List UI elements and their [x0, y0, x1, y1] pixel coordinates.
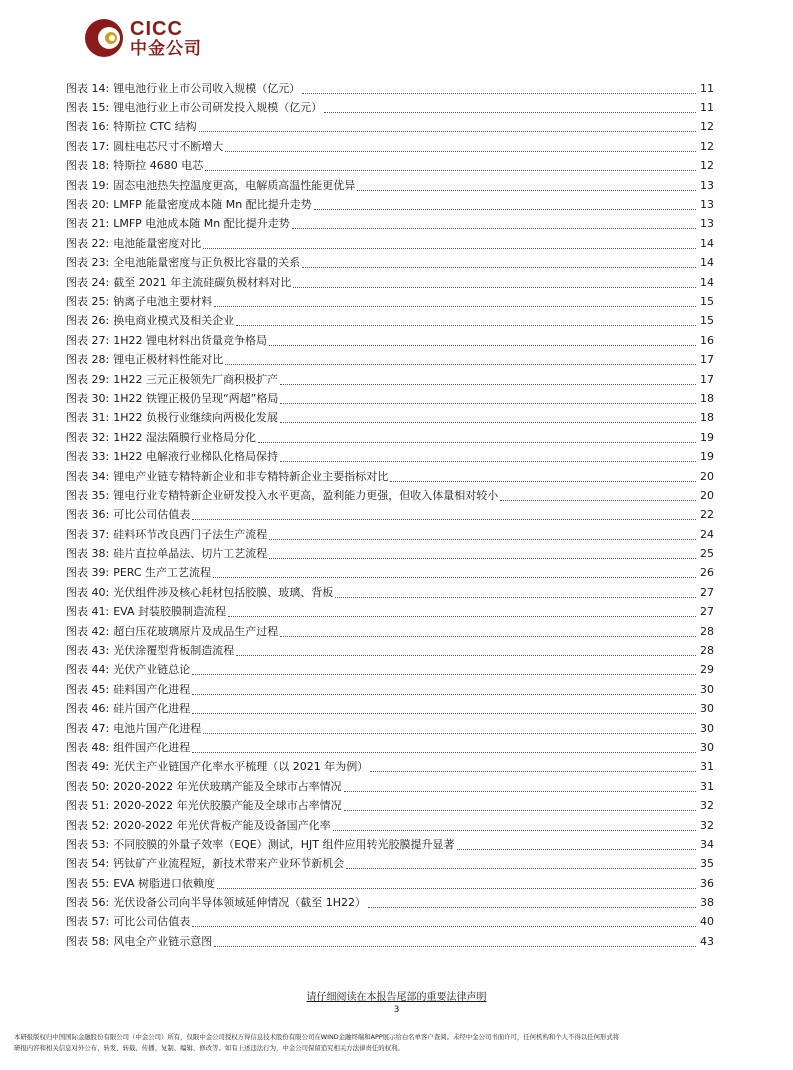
toc-entry-page: 29 — [700, 663, 714, 677]
logo-text-cn: 中金公司 — [130, 39, 202, 59]
toc-entry[interactable] — [66, 467, 714, 486]
toc-entry[interactable] — [66, 758, 714, 777]
toc-entry[interactable] — [66, 312, 714, 331]
toc-entry-label: 图表 29: — [66, 372, 110, 386]
toc-entry-page: 19 — [700, 430, 714, 444]
toc-entry-page: 13 — [700, 198, 714, 212]
toc-entry-label: 图表 31: — [66, 411, 110, 425]
toc-entry-title: 2020-2022 年光伏胶膜产能及全球市占率情况 — [113, 799, 342, 813]
toc-entry-page: 30 — [700, 740, 714, 754]
toc-entry[interactable] — [66, 564, 714, 583]
toc-entry-page: 13 — [700, 178, 714, 192]
toc-entry-label: 图表 41: — [66, 605, 110, 619]
toc-entry-page: 32 — [700, 818, 714, 832]
toc-entry-label: 图表 18: — [66, 159, 110, 173]
toc-entry[interactable] — [66, 370, 714, 389]
toc-entry-label: 图表 36: — [66, 508, 110, 522]
toc-entry-page: 28 — [700, 624, 714, 638]
toc-entry[interactable] — [66, 195, 714, 214]
toc-entry-title: 可比公司估值表 — [113, 915, 191, 929]
toc-entry[interactable] — [66, 350, 714, 369]
toc-entry-label: 图表 24: — [66, 275, 110, 289]
dot-leader — [192, 685, 696, 695]
dot-leader — [344, 782, 696, 792]
toc-entry[interactable] — [66, 137, 714, 156]
dot-leader — [203, 239, 696, 249]
toc-entry-title: 风电全产业链示意图 — [113, 934, 213, 948]
toc-entry-title: 硅片直拉单晶法、切片工艺流程 — [113, 547, 268, 561]
toc-entry[interactable] — [66, 816, 714, 835]
toc-entry-label: 图表 51: — [66, 799, 110, 813]
dot-leader — [213, 568, 696, 578]
toc-entry-label: 图表 37: — [66, 527, 110, 541]
dot-leader — [370, 762, 696, 772]
toc-entry-page: 43 — [700, 934, 714, 948]
dot-leader — [203, 724, 696, 734]
toc-entry-page: 11 — [700, 81, 714, 95]
toc-entry-page: 17 — [700, 353, 714, 367]
toc-entry-page: 20 — [700, 488, 714, 502]
dot-leader — [457, 840, 697, 850]
toc-entry-title: LMFP 能量密度成本随 Mn 配比提升走势 — [113, 198, 312, 212]
dot-leader — [192, 665, 696, 675]
toc-entry-page: 12 — [700, 159, 714, 173]
dot-leader — [192, 704, 696, 714]
toc-entry-label: 图表 47: — [66, 721, 110, 735]
dot-leader — [293, 278, 696, 288]
dot-leader — [225, 142, 696, 152]
toc-entry[interactable] — [66, 79, 714, 98]
toc-entry-label: 图表 19: — [66, 178, 110, 192]
toc-entry-title: 换电商业模式及相关企业 — [113, 314, 235, 328]
toc-entry[interactable] — [66, 796, 714, 815]
toc-entry-page: 17 — [700, 372, 714, 386]
toc-entry-page: 26 — [700, 566, 714, 580]
toc-entry-title: 特斯拉 4680 电芯 — [113, 159, 204, 173]
toc-entry-title: PERC 生产工艺流程 — [113, 566, 212, 580]
toc-entry[interactable] — [66, 913, 714, 932]
toc-entry-label: 图表 39: — [66, 566, 110, 580]
toc-entry-title: 1H22 负极行业继续向两极化发展 — [113, 411, 278, 425]
toc-entry-label: 图表 40: — [66, 585, 110, 599]
toc-entry-title: 2020-2022 年光伏玻璃产能及全球市占率情况 — [113, 779, 342, 793]
toc-entry-page: 30 — [700, 721, 714, 735]
toc-entry-page: 24 — [700, 527, 714, 541]
toc-entry-label: 图表 22: — [66, 236, 110, 250]
toc-entry[interactable] — [66, 118, 714, 137]
dot-leader — [192, 917, 696, 927]
toc-entry-label: 图表 49: — [66, 760, 110, 774]
toc-entry-label: 图表 25: — [66, 294, 110, 308]
legal-notice: 请仔细阅读在本报告尾部的重要法律声明 — [306, 992, 487, 1003]
toc-entry-label: 图表 50: — [66, 779, 110, 793]
dot-leader — [217, 879, 696, 889]
toc-entry[interactable] — [66, 292, 714, 311]
toc-entry[interactable] — [66, 234, 714, 253]
dot-leader — [280, 627, 696, 637]
toc-entry[interactable] — [66, 544, 714, 563]
dot-leader — [333, 821, 696, 831]
dot-leader — [205, 161, 696, 171]
toc-entry-label: 图表 16: — [66, 120, 110, 134]
toc-entry[interactable] — [66, 157, 714, 176]
toc-entry-label: 图表 35: — [66, 488, 110, 502]
toc-entry[interactable] — [66, 932, 714, 951]
dot-leader — [214, 937, 696, 947]
dot-leader — [344, 801, 696, 811]
toc-entry[interactable] — [66, 680, 714, 699]
dot-leader — [390, 472, 696, 482]
toc-entry[interactable] — [66, 331, 714, 350]
dot-leader — [324, 103, 696, 113]
toc-entry-page: 19 — [700, 450, 714, 464]
toc-entry-page: 15 — [700, 294, 714, 308]
toc-entry-label: 图表 53: — [66, 837, 110, 851]
dot-leader — [258, 433, 696, 443]
toc-entry-page: 12 — [700, 139, 714, 153]
toc-entry-title: 1H22 湿法隔膜行业格局分化 — [113, 430, 256, 444]
toc-entry-title: 硅料国产化进程 — [113, 682, 191, 696]
toc-entry-label: 图表 56: — [66, 896, 110, 910]
toc-entry-title: 光伏涂覆型背板制造流程 — [113, 644, 235, 658]
toc-entry-page: 30 — [700, 682, 714, 696]
toc-entry[interactable] — [66, 777, 714, 796]
toc-entry-title: 锂电行业专精特新企业研发投入水平更高，盈利能力更强，但收入体量相对较小 — [113, 488, 499, 502]
toc-entry-label: 图表 27: — [66, 333, 110, 347]
dot-leader — [357, 181, 696, 191]
toc-entry-label: 图表 57: — [66, 915, 110, 929]
toc-entry[interactable] — [66, 874, 714, 893]
toc-entry-title: 光伏设备公司向半导体领域延伸情况（截至 1H22） — [113, 896, 366, 910]
dot-leader — [236, 646, 696, 656]
toc-entry-label: 图表 55: — [66, 876, 110, 890]
toc-entry-page: 34 — [700, 837, 714, 851]
toc-entry[interactable] — [66, 719, 714, 738]
toc-entry-page: 15 — [700, 314, 714, 328]
toc-entry[interactable] — [66, 583, 714, 602]
toc-entry-title: 硅料环节改良西门子法生产流程 — [113, 527, 268, 541]
toc-entry-label: 图表 46: — [66, 702, 110, 716]
toc-entry[interactable] — [66, 389, 714, 408]
toc-entry-page: 32 — [700, 799, 714, 813]
toc-entry[interactable] — [66, 738, 714, 757]
toc-entry-title: 锂电池行业上市公司研发投入规模（亿元） — [113, 101, 323, 115]
toc-entry-title: 锂电正极材料性能对比 — [113, 353, 224, 367]
dot-leader — [199, 122, 696, 132]
dot-leader — [280, 394, 696, 404]
dot-leader — [269, 549, 696, 559]
toc-entry-page: 18 — [700, 411, 714, 425]
toc-entry[interactable] — [66, 835, 714, 854]
toc-entry[interactable] — [66, 700, 714, 719]
toc-entry-label: 图表 52: — [66, 818, 110, 832]
table-of-figures — [66, 79, 714, 952]
dot-leader — [192, 743, 696, 753]
dot-leader — [192, 510, 696, 520]
dot-leader — [314, 200, 696, 210]
dot-leader — [280, 452, 696, 462]
dot-leader — [500, 491, 696, 501]
toc-entry[interactable] — [66, 98, 714, 117]
toc-entry-title: 圆柱电芯尺寸不断增大 — [113, 139, 224, 153]
toc-entry-page: 14 — [700, 275, 714, 289]
toc-entry-label: 图表 14: — [66, 81, 110, 95]
toc-entry[interactable] — [66, 855, 714, 874]
toc-entry-title: 锂电池行业上市公司收入规模（亿元） — [113, 81, 301, 95]
toc-entry[interactable] — [66, 273, 714, 292]
toc-entry-title: 钠离子电池主要材料 — [113, 294, 213, 308]
toc-entry-title: 1H22 锂电材料出货量竞争格局 — [113, 333, 267, 347]
toc-entry-title: 锂电产业链专精特新企业和非专精特新企业主要指标对比 — [113, 469, 389, 483]
toc-entry[interactable] — [66, 893, 714, 912]
toc-entry-page: 28 — [700, 644, 714, 658]
dot-leader — [280, 375, 696, 385]
toc-entry-page: 18 — [700, 391, 714, 405]
toc-entry-title: 光伏产业链总论 — [113, 663, 191, 677]
toc-entry-label: 图表 28: — [66, 353, 110, 367]
toc-entry-title: 硅片国产化进程 — [113, 702, 191, 716]
toc-entry-title: 光伏组件涉及核心耗材包括胶膜、玻璃、背板 — [113, 585, 334, 599]
toc-entry-label: 图表 17: — [66, 139, 110, 153]
toc-entry-title: 1H22 三元正极领先厂商积极扩产 — [113, 372, 278, 386]
toc-entry-title: 1H22 电解液行业梯队化格局保持 — [113, 450, 278, 464]
toc-entry[interactable] — [66, 525, 714, 544]
dot-leader — [292, 219, 696, 229]
toc-entry-page: 16 — [700, 333, 714, 347]
toc-entry[interactable] — [66, 428, 714, 447]
toc-entry-label: 图表 33: — [66, 450, 110, 464]
toc-entry-title: 可比公司估值表 — [113, 508, 191, 522]
toc-entry-page: 38 — [700, 896, 714, 910]
toc-entry[interactable] — [66, 603, 714, 622]
toc-entry[interactable] — [66, 254, 714, 273]
toc-entry-label: 图表 58: — [66, 934, 110, 948]
toc-entry-label: 图表 43: — [66, 644, 110, 658]
toc-entry-title: 特斯拉 CTC 结构 — [113, 120, 197, 134]
toc-entry-title: 组件国产化进程 — [113, 740, 191, 754]
toc-entry-page: 35 — [700, 857, 714, 871]
toc-entry-title: EVA 树脂进口依赖度 — [113, 876, 215, 890]
toc-entry-title: 电池能量密度对比 — [113, 236, 202, 250]
toc-entry[interactable] — [66, 447, 714, 466]
toc-entry-title: EVA 封装胶膜制造流程 — [113, 605, 226, 619]
toc-entry-page: 27 — [700, 585, 714, 599]
toc-entry[interactable] — [66, 176, 714, 195]
toc-entry-title: 钙钛矿产业流程短，新技术带来产业环节新机会 — [113, 857, 345, 871]
toc-entry-title: LMFP 电池成本随 Mn 配比提升走势 — [113, 217, 290, 231]
dot-leader — [335, 588, 696, 598]
toc-entry-label: 图表 44: — [66, 663, 110, 677]
toc-entry-title: 超白压花玻璃原片及成品生产过程 — [113, 624, 279, 638]
toc-entry-page: 13 — [700, 217, 714, 231]
toc-entry-page: 25 — [700, 547, 714, 561]
toc-entry[interactable] — [66, 622, 714, 641]
toc-entry-page: 30 — [700, 702, 714, 716]
toc-entry-page: 40 — [700, 915, 714, 929]
toc-entry-title: 光伏主产业链国产化率水平梳理（以 2021 年为例） — [113, 760, 369, 774]
toc-entry-title: 全电池能量密度与正负极比容量的关系 — [113, 256, 301, 270]
toc-entry-label: 图表 54: — [66, 857, 110, 871]
dot-leader — [228, 607, 696, 617]
toc-entry-title: 1H22 铁锂正极仍呈现“两超”格局 — [113, 391, 279, 405]
copyright-disclaimer — [14, 1032, 780, 1054]
disclaimer-line: 研报内容和相关信息对外公布、转发、转载、传播、复制、编辑、修改等。如有上述违法行为，中金公司保留追究相关方法律责任的权利。 — [14, 1044, 404, 1052]
toc-entry-label: 图表 48: — [66, 740, 110, 754]
dot-leader — [214, 297, 696, 307]
dot-leader — [368, 898, 696, 908]
dot-leader — [302, 258, 696, 268]
cicc-logo — [84, 18, 224, 62]
toc-entry-page: 22 — [700, 508, 714, 522]
disclaimer-line: 本研报版权归中国国际金融股份有限公司（中金公司）所有，仅限中金公司授权万得信息技术股份有限公司在WIND金融终端和APP展示给白名单客户查阅。未经中金公司书面许可，任何机构和个人不得以任何形式将 — [14, 1033, 620, 1041]
toc-entry[interactable] — [66, 486, 714, 505]
dot-leader — [302, 84, 696, 94]
toc-entry[interactable] — [66, 215, 714, 234]
toc-entry-label: 图表 20: — [66, 198, 110, 212]
dot-leader — [236, 316, 696, 326]
toc-entry-page: 12 — [700, 120, 714, 134]
toc-entry-label: 图表 15: — [66, 101, 110, 115]
toc-entry-label: 图表 30: — [66, 391, 110, 405]
toc-entry-label: 图表 26: — [66, 314, 110, 328]
toc-entry-title: 截至 2021 年主流硅碳负极材料对比 — [113, 275, 292, 289]
toc-entry-page: 27 — [700, 605, 714, 619]
toc-entry-label: 图表 23: — [66, 256, 110, 270]
dot-leader — [280, 413, 696, 423]
dot-leader — [269, 336, 696, 346]
toc-entry-label: 图表 34: — [66, 469, 110, 483]
toc-entry-label: 图表 21: — [66, 217, 110, 231]
toc-entry-title: 固态电池热失控温度更高，电解质高温性能更优异 — [113, 178, 356, 192]
cicc-logo-icon — [84, 18, 124, 58]
toc-entry-title: 不同胶膜的外量子效率（EQE）测试，HJT 组件应用转光胶膜提升显著 — [113, 837, 455, 851]
toc-entry-page: 14 — [700, 236, 714, 250]
dot-leader — [346, 859, 696, 869]
page-number: 3 — [393, 1005, 400, 1015]
toc-entry[interactable] — [66, 661, 714, 680]
toc-entry-title: 2020-2022 年光伏背板产能及设备国产化率 — [113, 818, 331, 832]
toc-entry-page: 20 — [700, 469, 714, 483]
toc-entry[interactable] — [66, 409, 714, 428]
toc-entry-page: 36 — [700, 876, 714, 890]
toc-entry-page: 11 — [700, 101, 714, 115]
toc-entry-label: 图表 32: — [66, 430, 110, 444]
toc-entry[interactable] — [66, 641, 714, 660]
dot-leader — [269, 530, 696, 540]
toc-entry-page: 31 — [700, 760, 714, 774]
toc-entry-label: 图表 42: — [66, 624, 110, 638]
toc-entry-title: 电池片国产化进程 — [113, 721, 202, 735]
toc-entry-page: 31 — [700, 779, 714, 793]
dot-leader — [225, 355, 696, 365]
toc-entry[interactable] — [66, 506, 714, 525]
toc-entry-label: 图表 45: — [66, 682, 110, 696]
toc-entry-label: 图表 38: — [66, 547, 110, 561]
logo-text-en: CICC — [130, 18, 183, 40]
toc-entry-page: 14 — [700, 256, 714, 270]
